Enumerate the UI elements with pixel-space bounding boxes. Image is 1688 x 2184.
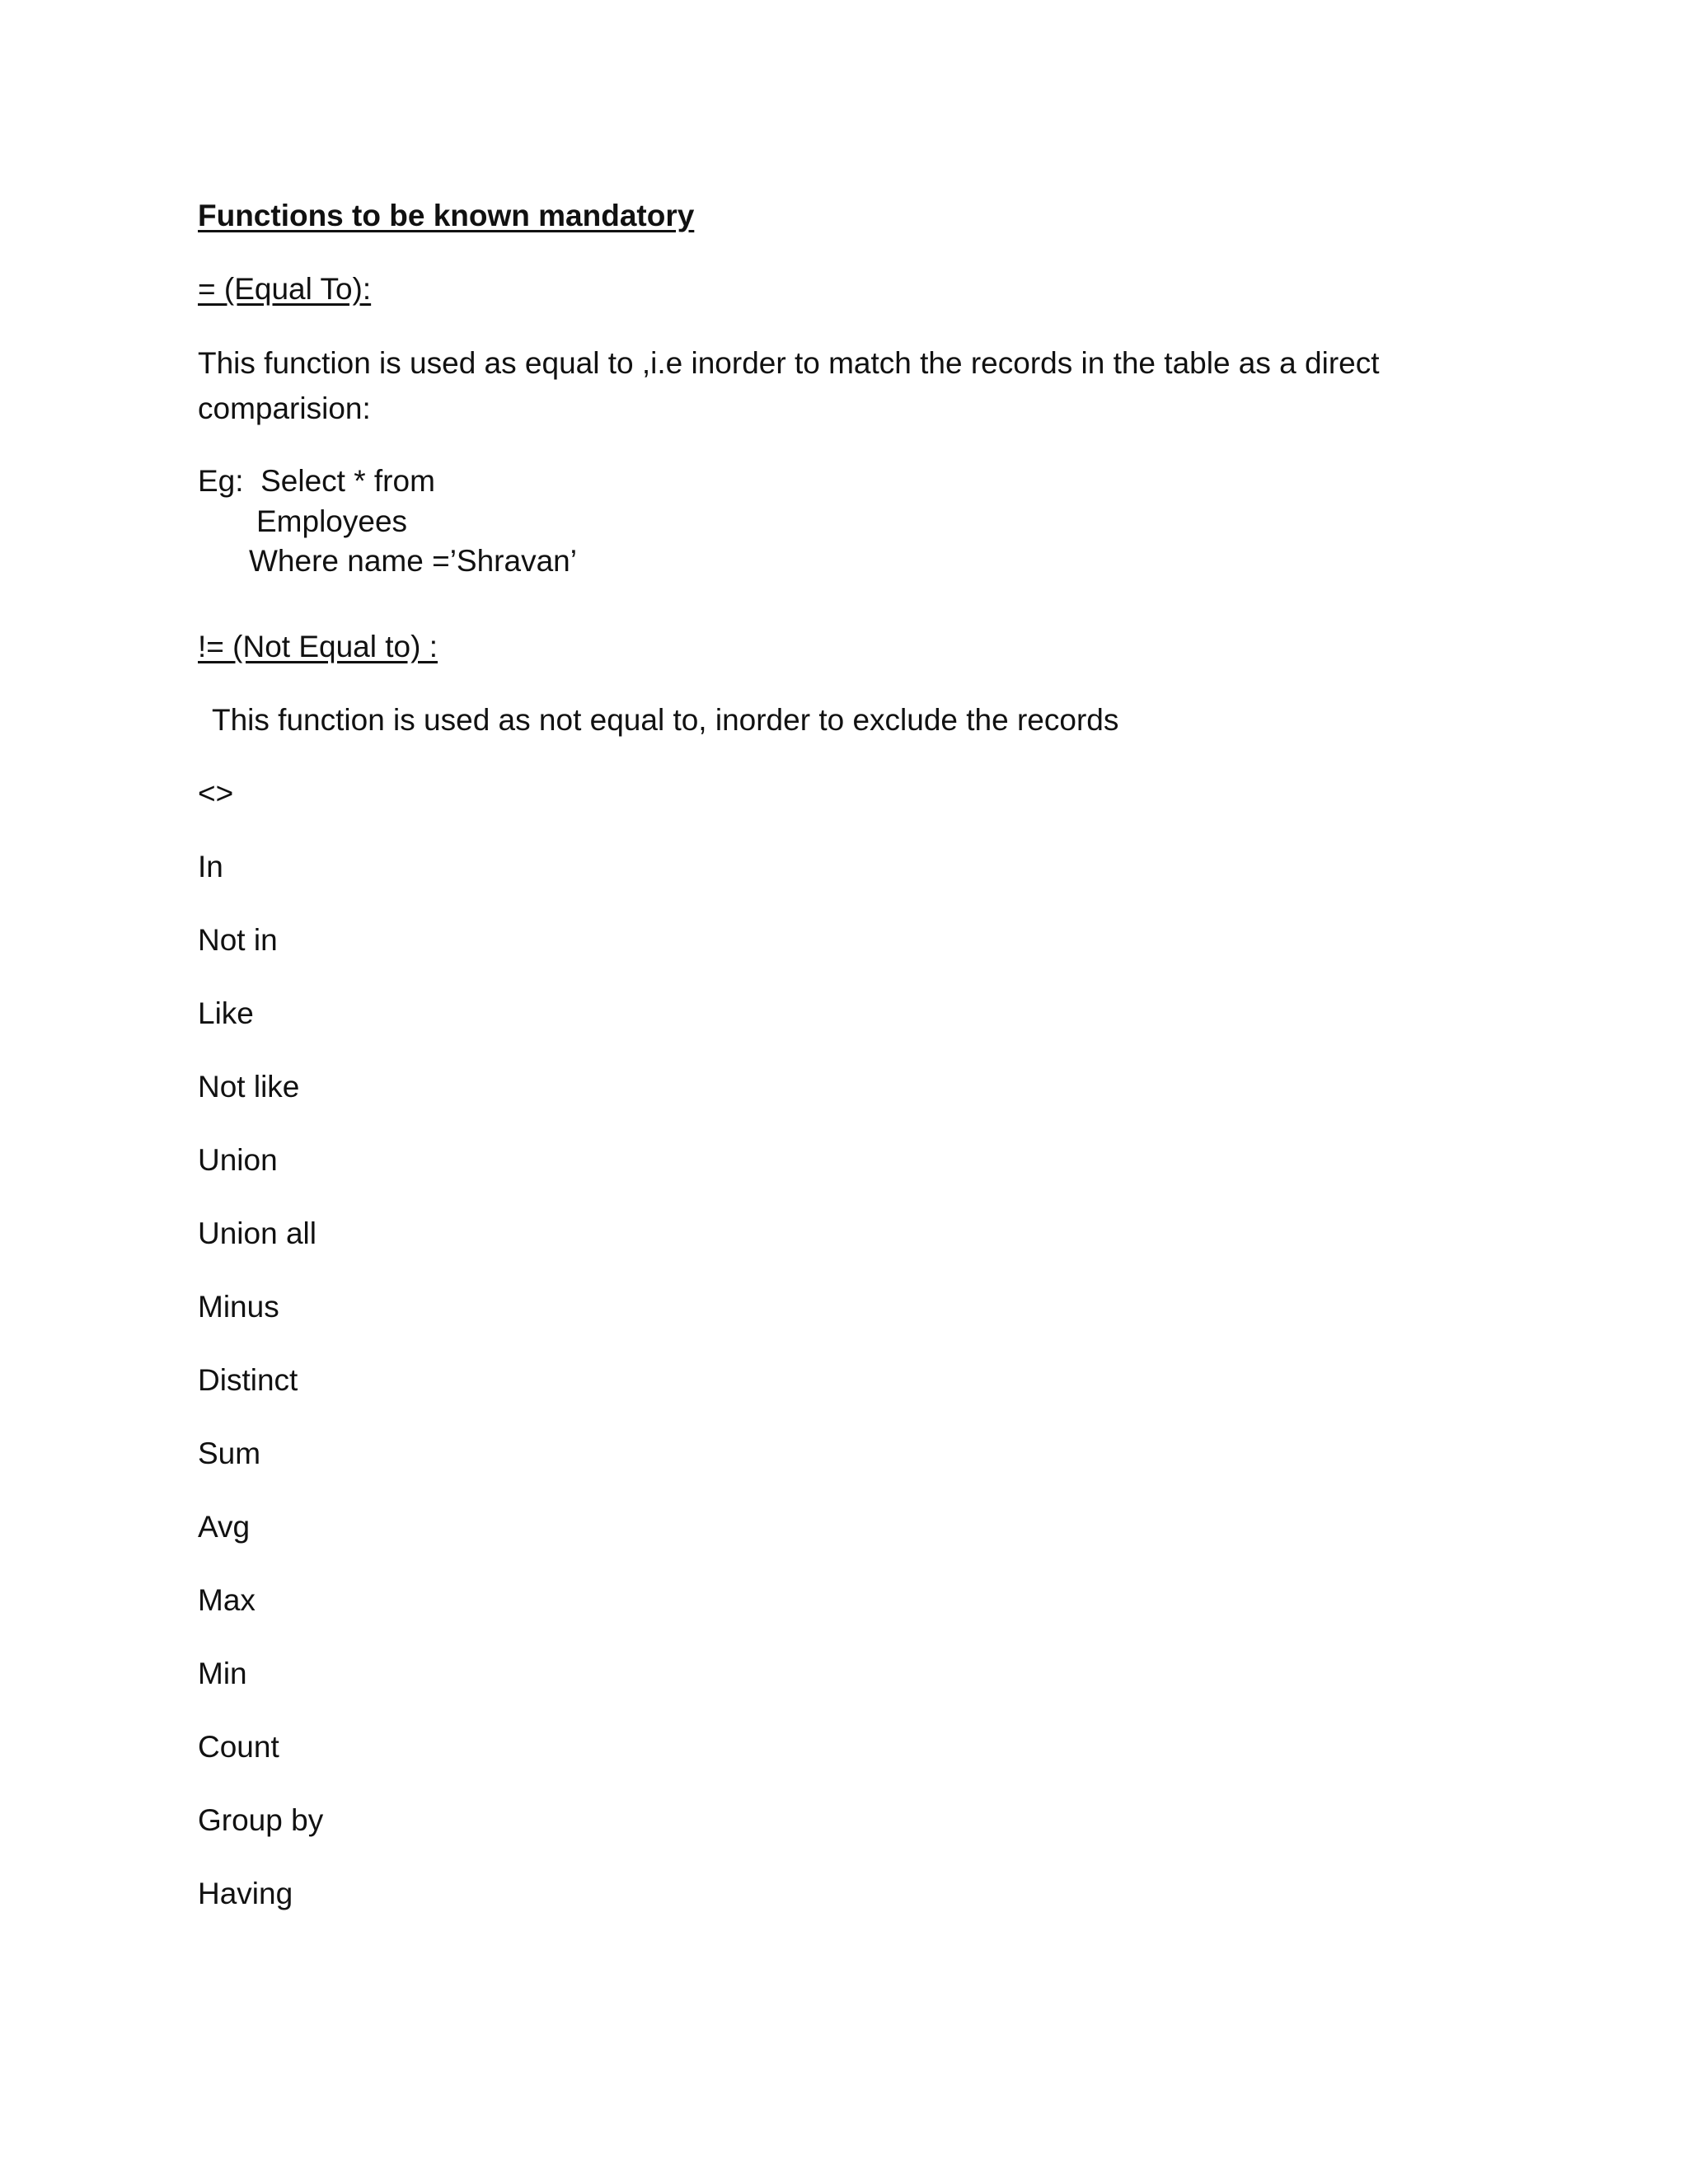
document-title: Functions to be known mandatory <box>198 199 695 232</box>
example-line-3: Where name =’Shravan’ <box>249 544 577 578</box>
list-item: Sum <box>198 1436 261 1470</box>
section-heading-not-equal-to: != (Not Equal to) : <box>198 630 438 663</box>
list-item: <> <box>198 776 234 810</box>
list-item: Group by <box>198 1803 324 1837</box>
list-item: Max <box>198 1583 256 1617</box>
section-description-not-equal-to: This function is used as not equal to, inorder to exclude the records <box>212 703 1119 737</box>
section-heading-equal-to: = (Equal To): <box>198 272 372 306</box>
list-item: Avg <box>198 1510 251 1544</box>
list-item: Minus <box>198 1290 279 1324</box>
list-item: In <box>198 850 223 883</box>
list-item: Min <box>198 1657 247 1690</box>
example-line-2: Employees <box>256 504 408 538</box>
list-item: Not in <box>198 923 278 957</box>
section-description-equal-to: This function is used as equal to ,i.e inorder to match the records in the table as a direct comparision: <box>198 346 1380 425</box>
list-item: Count <box>198 1730 279 1764</box>
list-item: Not like <box>198 1070 300 1104</box>
list-item: Union all <box>198 1216 316 1250</box>
list-item: Like <box>198 996 254 1030</box>
list-item: Distinct <box>198 1363 298 1397</box>
list-item: Union <box>198 1143 278 1177</box>
list-item: Having <box>198 1877 293 1910</box>
example-line-1: Eg: Select * from <box>198 464 435 498</box>
